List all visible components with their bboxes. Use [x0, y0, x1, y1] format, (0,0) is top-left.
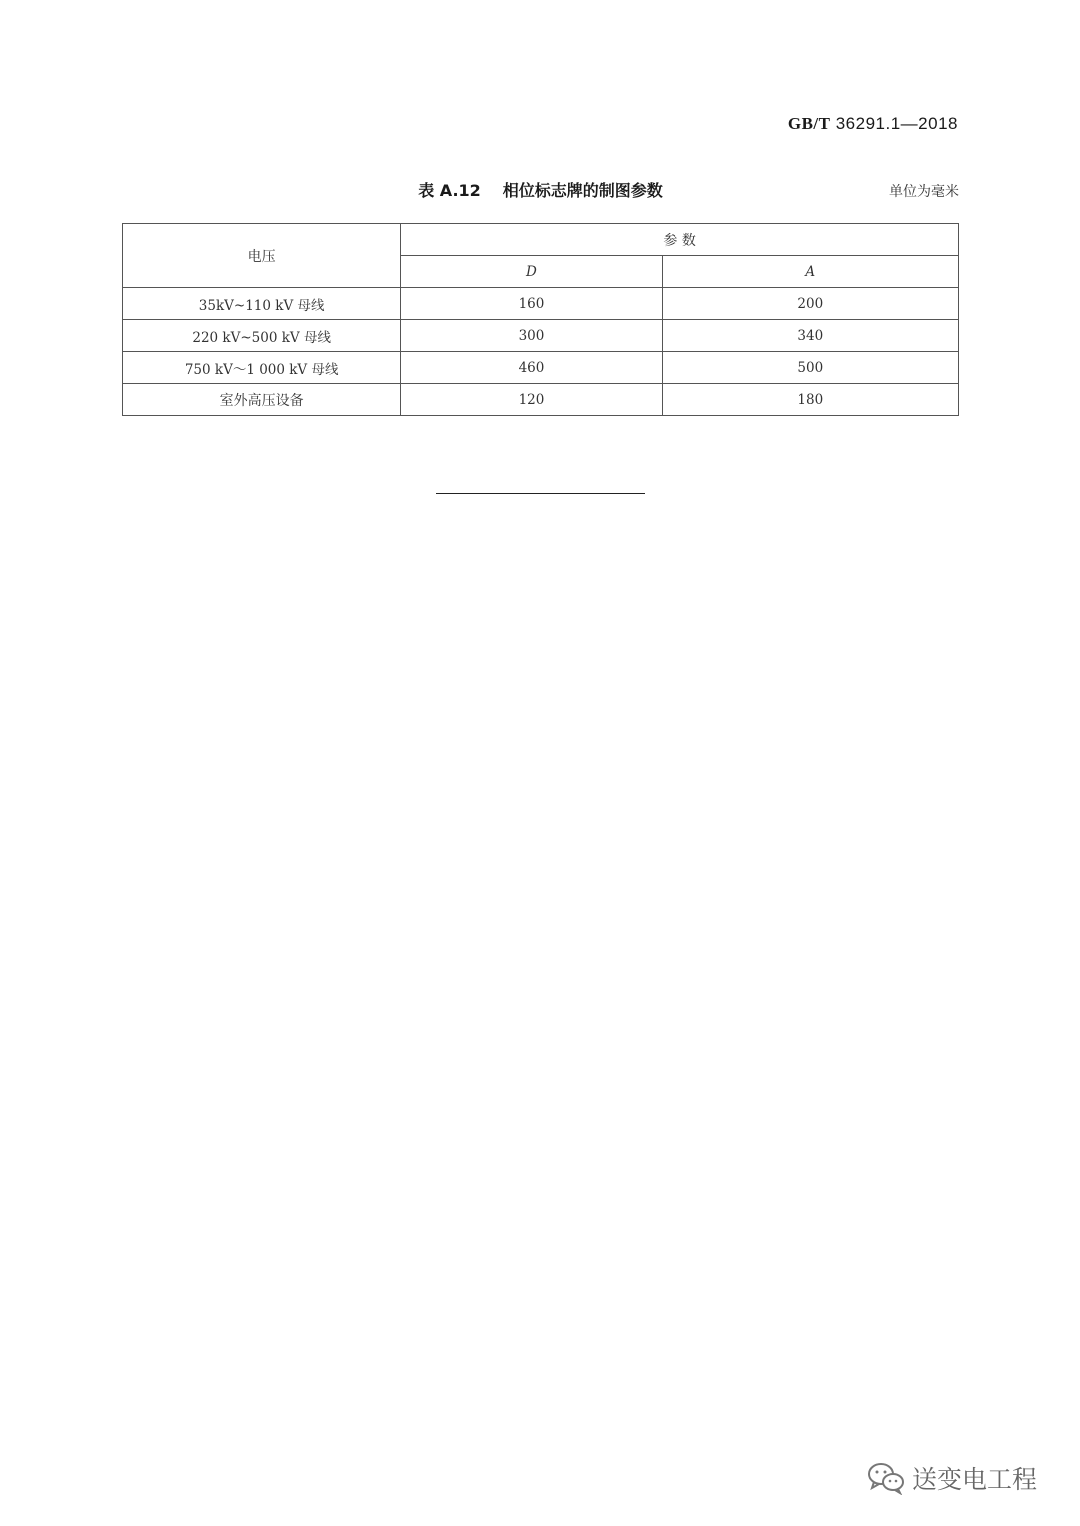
a-value-cell: 180 [662, 384, 958, 416]
table-caption-number: 表 A.12 [418, 181, 481, 200]
a-value-cell: 500 [662, 352, 958, 384]
wechat-icon [866, 1461, 906, 1495]
a-value-cell: 340 [662, 320, 958, 352]
table-caption [122, 178, 959, 201]
d-value-cell: 120 [401, 384, 662, 416]
watermark-text: 送变电工程 [912, 1465, 1038, 1494]
column-d-header: D [401, 256, 662, 288]
table-row [123, 320, 959, 352]
table-row [123, 288, 959, 320]
table-unit-note: 单位为毫米 [889, 184, 959, 200]
table-caption-row [122, 178, 959, 204]
standard-code [788, 114, 958, 134]
end-of-document-rule [436, 493, 645, 494]
standard-number: 36291.1—2018 [835, 114, 958, 133]
params-header: 参 数 [401, 224, 959, 256]
voltage-cell: 220 kV~500 kV 母线 [123, 320, 401, 352]
voltage-cell: 室外高压设备 [123, 384, 401, 416]
table-row [123, 352, 959, 384]
table-row [123, 384, 959, 416]
d-value-cell: 160 [401, 288, 662, 320]
d-value-cell: 460 [401, 352, 662, 384]
parameter-table [122, 223, 959, 416]
voltage-cell: 750 kV～1 000 kV 母线 [123, 352, 401, 384]
column-a-header: A [662, 256, 958, 288]
a-value-cell: 200 [662, 288, 958, 320]
table-caption-title: 相位标志牌的制图参数 [502, 181, 663, 200]
standard-prefix: GB/T [787, 114, 831, 133]
voltage-header: 电压 [123, 224, 401, 288]
watermark [866, 1460, 1037, 1496]
d-value-cell: 300 [401, 320, 662, 352]
voltage-cell: 35kV~110 kV 母线 [123, 288, 401, 320]
table-header-row [123, 224, 959, 256]
